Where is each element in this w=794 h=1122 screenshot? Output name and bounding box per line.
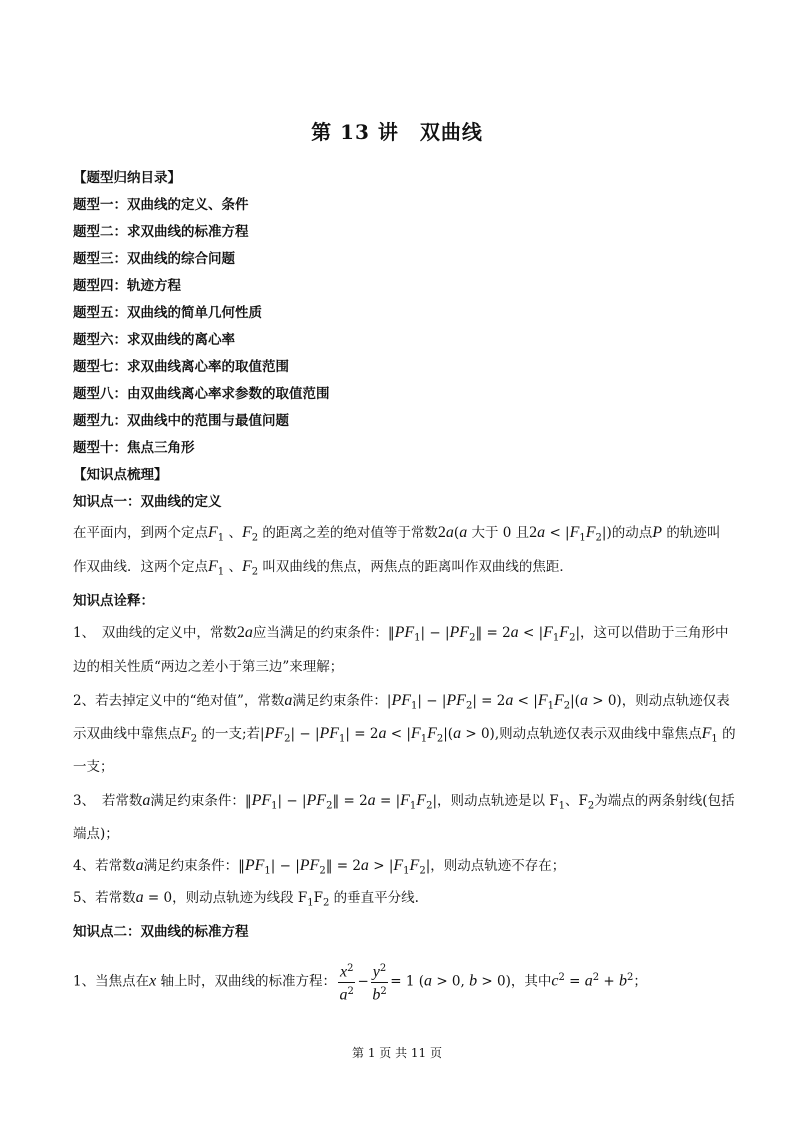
- knowledge-header: 【知识点梳理】: [73, 467, 168, 483]
- kp1-text: 在平面内，到两个定点: [73, 525, 208, 541]
- note-text: ，则动点轨迹是以 F: [437, 793, 559, 809]
- kp2-title: 知识点二：双曲线的标准方程: [73, 924, 249, 940]
- kp1-title: 知识点一：双曲线的定义: [73, 494, 222, 510]
- toc-item: 题型一：双曲线的定义、条件: [73, 197, 249, 213]
- kp1-text: 的动点: [611, 525, 653, 541]
- note2-line3: 一支；: [73, 759, 114, 775]
- note1-line2: 边的相关性质“两边之差小于第三边”来理解；: [73, 659, 344, 675]
- note-text: 为端点的两条射线(包括: [594, 793, 735, 809]
- kp1-text: 叫双曲线的焦点，两焦点的距离叫作双曲线的焦距．: [262, 559, 573, 575]
- kp2-text: ，其中: [510, 973, 552, 990]
- toc-item: 题型六：求双曲线的离心率: [73, 332, 235, 348]
- kp1-line1: 在平面内，到两个定点$F_1$ 、$F_2$ 的距离之差的绝对值等于常数2a(a 大于 0 且$2a < |F_1F_2|$)的动点P 的轨迹叫: [73, 524, 721, 544]
- note-text: ,则动点轨迹仅表示双曲线中靠焦点: [494, 726, 702, 742]
- fraction-y: $\frac{y^2}{b^2}$: [371, 960, 388, 1004]
- note2-line1: 2、若去掉定义中的“绝对值”，常数a满足约束条件：$|PF_1| - |PF_2| = 2a < |F_1F_2|(a > 0)$，则动点轨迹仅表: [73, 692, 730, 712]
- note-text: 示双曲线中靠焦点: [73, 726, 181, 742]
- note-text: 5、若常数: [73, 890, 136, 906]
- toc-header: 【题型归纳目录】: [73, 170, 181, 186]
- kp1-text: 的轨迹叫: [666, 525, 721, 541]
- note-text: 1、 双曲线的定义中，常数: [73, 625, 237, 641]
- note3-line1: 3、 若常数a满足约束条件：$‖PF_1|$ − $|PF_2‖ = 2a = |F_1F_2|$，则动点轨迹是以 $F_1$、$F_2$为端点的两条射线(包括: [73, 792, 735, 812]
- note3-line2: 端点)；: [73, 826, 119, 842]
- note-text: 满足约束条件：: [150, 793, 245, 809]
- toc-item: 题型十：焦点三角形: [73, 440, 195, 456]
- notes-title: 知识点诠释：: [73, 593, 154, 609]
- note-text: ，则动点轨迹仅表: [621, 693, 730, 709]
- toc-item: 题型八：由双曲线离心率求参数的取值范围: [73, 386, 330, 402]
- toc-item: 题型三：双曲线的综合问题: [73, 251, 235, 267]
- note-text: 的一支;若: [201, 726, 261, 742]
- toc-item: 题型七：求双曲线离心率的取值范围: [73, 359, 289, 375]
- note-text: 2、若去掉定义中的“绝对值”，常数: [73, 693, 285, 709]
- note-text: F: [313, 890, 323, 906]
- note4-line: 4、若常数a满足约束条件：$‖PF_1|$ − $|PF_2‖ = 2a > |F_1F_2|$，则动点轨迹不存在；: [73, 857, 566, 877]
- note2-line2: 示双曲线中靠焦点$F_2$ 的一支;若$|PF_2| - |PF_1| = 2a < |F_1F_2|(a > 0)$,则动点轨迹仅表示双曲线中靠焦点$F_1$ 的: [73, 725, 736, 745]
- kp1-line2: 作双曲线．这两个定点$F_1$ 、$F_2$ 叫双曲线的焦点，两焦点的距离叫作双曲线的焦距．: [73, 558, 573, 578]
- page-footer: 第 1 页 共 11 页: [352, 1046, 442, 1060]
- toc-item: 题型九：双曲线中的范围与最值问题: [73, 413, 289, 429]
- note-text: 4、若常数: [73, 858, 136, 874]
- fraction-x: $\frac{x^2}{a^2}$: [338, 960, 355, 1004]
- toc-item: 题型五：双曲线的简单几何性质: [73, 305, 262, 321]
- kp1-text: 大于 0 且: [471, 525, 530, 541]
- kp2-text: 1、当焦点在: [73, 973, 150, 990]
- note-text: ，则动点轨迹为线段 F: [172, 890, 308, 906]
- note-text: ，这可以借助于三角形中: [580, 625, 729, 641]
- note1-line1: 1、 双曲线的定义中，常数2a应当满足的约束条件：$‖PF_1|$ − $|PF_2‖ = 2a < |F_1F_2|$，这可以借助于三角形中: [73, 624, 729, 644]
- note-text: 、F: [565, 793, 588, 809]
- note-text: ，则动点轨迹不存在；: [430, 858, 566, 874]
- page-title: 第 13 讲 双曲线: [311, 120, 483, 144]
- kp1-text: 的距离之差的绝对值等于常数: [262, 525, 438, 541]
- toc-item: 题型二：求双曲线的标准方程: [73, 224, 249, 240]
- note-text: 的: [722, 726, 736, 742]
- kp2-line1: 1、当焦点在x 轴上时，双曲线的标准方程： $\frac{x^2}{a^2}$ − $\frac{y^2}{b^2}$ = 1 (a > 0, b > 0)，其中$c^2 = a^2 + b^2$；: [73, 958, 647, 1004]
- kp2-text: ；: [633, 973, 647, 990]
- note5-line: 5、若常数a = 0，则动点轨迹为线段 $F_1F_2$ 的垂直平分线.: [73, 889, 419, 909]
- note-text: 的垂直平分线.: [333, 890, 419, 906]
- note-text: 应当满足的约束条件：: [252, 625, 388, 641]
- toc-item: 题型四：轨迹方程: [73, 278, 181, 294]
- kp1-text: 作双曲线．这两个定点: [73, 559, 208, 575]
- note-text: 满足约束条件：: [143, 858, 239, 874]
- note-text: 满足约束条件：: [292, 693, 387, 709]
- kp2-text: 轴上时，双曲线的标准方程：: [160, 973, 336, 990]
- note-text: 3、 若常数: [73, 793, 143, 809]
